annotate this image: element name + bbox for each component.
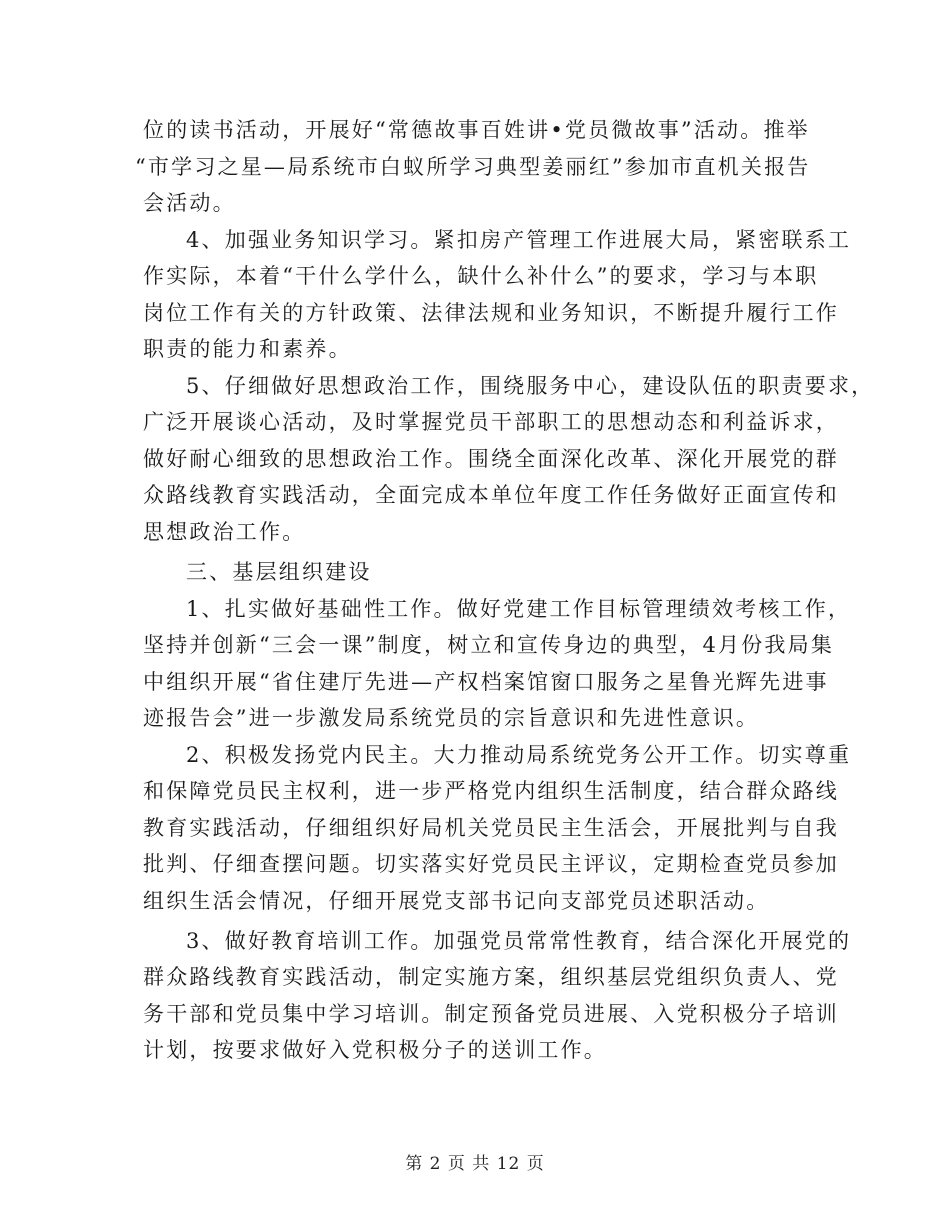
text-line: 3、做好教育培训工作。加强党员常常性教育，结合深化开展党的 <box>186 929 852 953</box>
text-line: 教育实践活动，仔细组织好局机关党员民主生活会，开展批判与自我 <box>143 816 839 840</box>
text-line: 职责的能力和素养。 <box>143 337 352 361</box>
text-line: 作实际，本着“干什么学什么，缺什么补什么”的要求，学习与本职 <box>143 264 819 288</box>
text-line: 组织生活会情况，仔细开展党支部书记向支部党员述职活动。 <box>143 889 770 913</box>
text-line: 5、仔细做好思想政治工作，围绕服务中心，建设队伍的职责要求， <box>186 374 875 398</box>
text-line: 中组织开展“省住建厅先进—产权档案馆窗口服务之星鲁光辉先进事 <box>143 670 829 694</box>
text-line: 批判、仔细查摆问题。切实落实好党员民主评议，定期检查党员参加 <box>143 852 839 876</box>
text-line: 位的读书活动，开展好“常德故事百姓讲•党员微故事”活动。推举 <box>143 118 810 142</box>
text-line: 计划，按要求做好入党积极分子的送训工作。 <box>143 1038 607 1062</box>
text-line: 会活动。 <box>143 191 236 215</box>
text-line: 1、扎实做好基础性工作。做好党建工作目标管理绩效考核工作， <box>186 597 852 621</box>
text-line: 思想政治工作。 <box>143 520 306 544</box>
text-line: 广泛开展谈心活动，及时掌握党员干部职工的思想动态和利益诉求， <box>143 410 839 434</box>
text-line: 众路线教育实践活动，全面完成本单位年度工作任务做好正面宣传和 <box>143 483 839 507</box>
text-line: 迹报告会”进一步激发局系统党员的宗旨意识和先进性意识。 <box>143 706 760 730</box>
text-line: 4、加强业务知识学习。紧扣房产管理工作进展大局，紧密联系工 <box>186 228 852 252</box>
text-line: 2、积极发扬党内民主。大力推动局系统党务公开工作。切实尊重 <box>186 743 852 767</box>
text-line: 务干部和党员集中学习培训。制定预备党员进展、入党积极分子培训 <box>143 1002 839 1026</box>
text-line: 做好耐心细致的思想政治工作。围绕全面深化改革、深化开展党的群 <box>143 447 839 471</box>
text-line: 和保障党员民主权利，进一步严格党内组织生活制度，结合群众路线 <box>143 779 839 803</box>
text-line: 群众路线教育实践活动，制定实施方案，组织基层党组织负责人、党 <box>143 965 839 989</box>
text-line: 坚持并创新“三会一课”制度，树立和宣传身边的典型，4月份我局集 <box>143 633 835 657</box>
text-line: “市学习之星—局系统市白蚁所学习典型姜丽红”参加市直机关报告 <box>135 155 811 179</box>
section-heading: 三、基层组织建设 <box>186 560 372 584</box>
text-line: 岗位工作有关的方针政策、法律法规和业务知识，不断提升履行工作 <box>143 301 839 325</box>
page-number-footer: 第 2 页 共 12 页 <box>405 1154 545 1174</box>
